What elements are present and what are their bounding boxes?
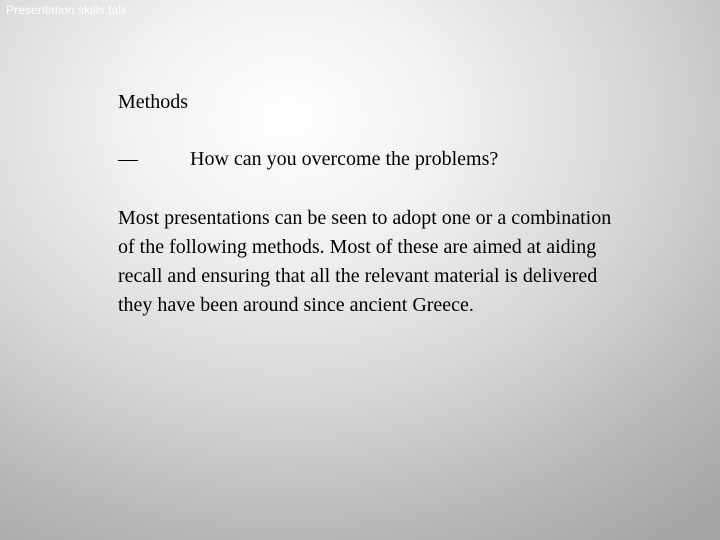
header-tag: Presentation skills talk — [6, 3, 128, 17]
bullet-marker: — — [118, 148, 138, 170]
bullet-text: How can you overcome the problems? — [190, 148, 499, 170]
slide-title: Methods — [118, 91, 188, 113]
body-paragraph: Most presentations can be seen to adopt one or a combination of the following methods. Most of these are aimed at aiding recall and ensuring that all the relevant material is delivered they have been around since ancient Greece. — [118, 207, 612, 316]
